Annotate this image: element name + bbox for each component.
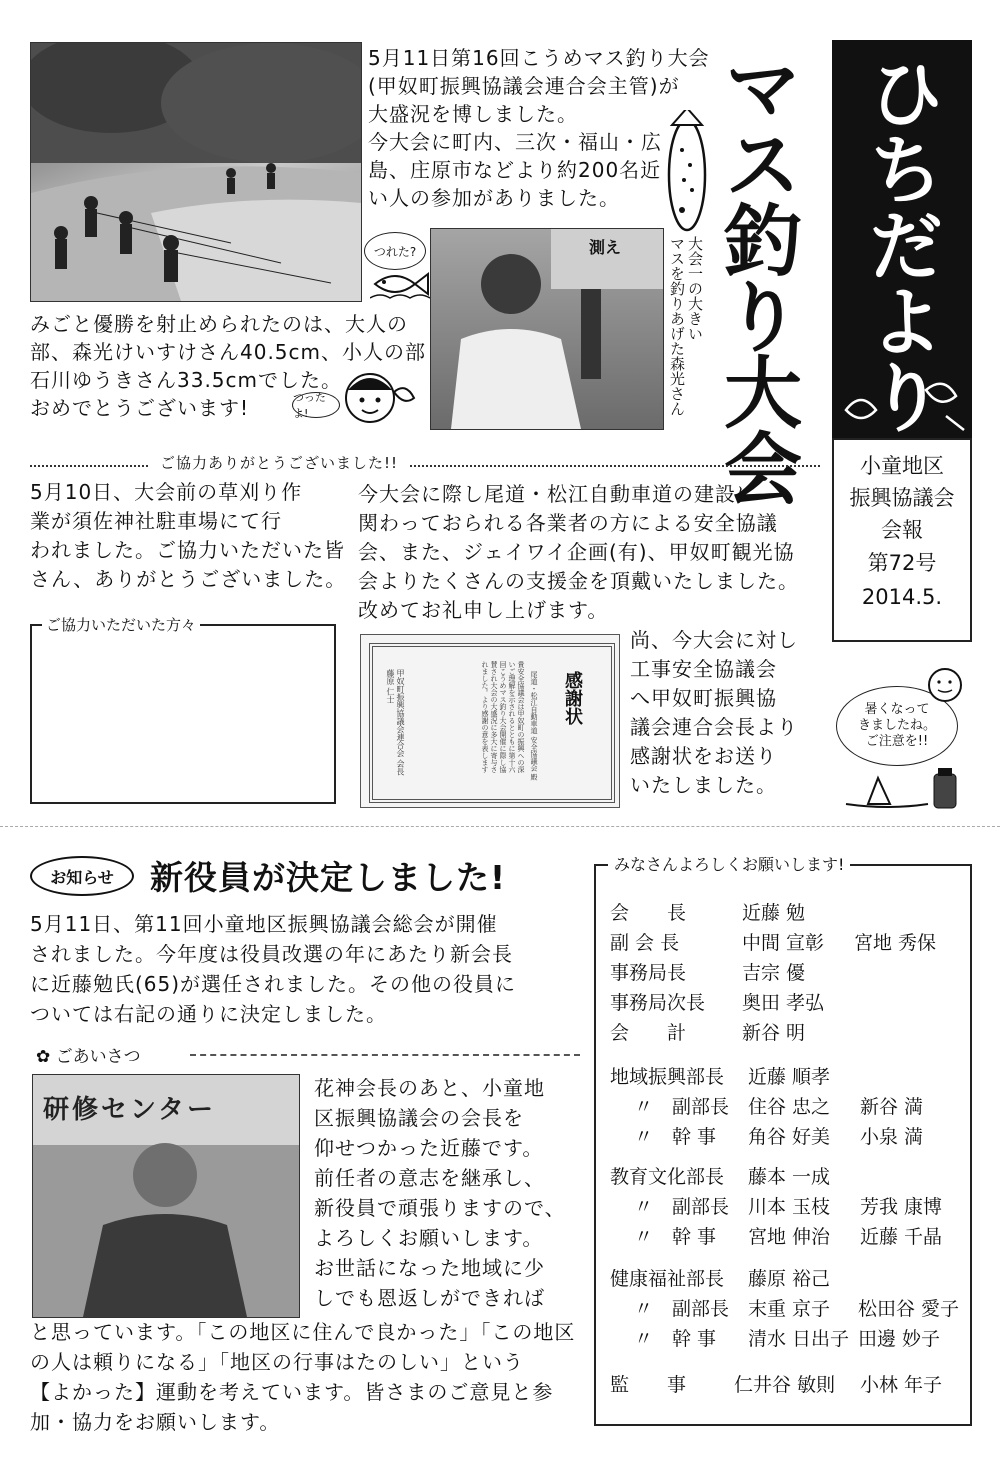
text-line: されました。今年度は役員改選の年にあたり新会長 — [30, 942, 513, 966]
certificate-title: 感謝状 — [562, 671, 583, 725]
contributors-box — [30, 624, 336, 804]
picnic-illustration — [838, 764, 968, 812]
certificate-addressee: 尾道・松江自動車道 安全協議会 殿 — [530, 671, 538, 781]
text-line: 島、庄原市などより約200名近 — [368, 158, 662, 182]
officer-name: 中間 宣彰 — [742, 932, 825, 954]
greeting-bottom-text — [30, 1320, 575, 1440]
officer-role: 〃 副部長 — [634, 1298, 730, 1320]
text-line: 花神会長のあと、小童地 — [314, 1076, 545, 1100]
masthead-issue: 第72号 — [867, 551, 937, 575]
text-line: さん、ありがとうございました。 — [30, 567, 347, 591]
small-fish-icon — [370, 268, 430, 300]
greeting-heading-text: ごあいさつ — [55, 1047, 141, 1067]
officer-name: 田邊 妙子 — [858, 1328, 941, 1350]
officer-name: 小泉 満 — [860, 1126, 924, 1148]
text-line: みごと優勝を射止められたのは、大人の — [30, 312, 408, 336]
flower-icon: ✿ — [36, 1047, 51, 1067]
officer-name: 奥田 孝弘 — [742, 992, 825, 1014]
text-line: 関わっておられる各業者の方による安全協議 — [358, 511, 778, 535]
officer-name: 藤本 一成 — [748, 1166, 831, 1188]
officers-box — [594, 864, 972, 1426]
text-line: 今大会に町内、三次・福山・広 — [368, 130, 662, 154]
text-line: 大盛況を博しました。 — [368, 102, 578, 126]
officer-role: 〃 副部長 — [634, 1196, 730, 1218]
text-line: 5月11日、第11回小童地区振興協議会総会が開催 — [30, 912, 498, 936]
officer-role: 会 長 — [610, 902, 687, 924]
masthead-title-block — [832, 40, 972, 438]
notice-tag-text: お知らせ — [50, 867, 114, 887]
text-line: (甲奴町振興協議会連合会主管)が — [368, 74, 680, 98]
fish-illustration — [652, 110, 722, 240]
text-line: い人の参加がありました。 — [368, 186, 620, 210]
text-line: よろしくお願いします。 — [314, 1226, 544, 1250]
fishing-big-title: マス釣り大会 — [711, 48, 802, 504]
text-line: 【よかった】運動を考えています。皆さまのご意見と参 — [30, 1380, 554, 1404]
thanks-heading: ご協力ありがとうございました!! — [150, 452, 408, 473]
text-line: 会よりたくさんの支援金を頂戴いたしました。 — [358, 569, 799, 593]
contributors-box-label: ご協力いただいた方々 — [42, 614, 200, 635]
officer-role: 地域振興部長 — [610, 1066, 725, 1088]
winner-photo-sign: 測え — [589, 238, 622, 257]
officer-role: 事務局長 — [610, 962, 687, 984]
thanks-divider — [30, 465, 820, 467]
officer-name: 近藤 勉 — [742, 902, 806, 924]
officer-role: 教育文化部長 — [610, 1166, 725, 1188]
certificate-body: 貴安全協議会は甲奴町の振興への深いご理解を示されるとともに第十六回こうめマス釣り大会開催に際し協賛され大会の大盛況に多大に寄与されました。より感謝の意を表します — [481, 661, 525, 773]
officer-name: 川本 玉枝 — [748, 1196, 831, 1218]
text-line: いたしました。 — [630, 773, 777, 797]
text-line: われました。ご協力いただいた皆 — [30, 538, 345, 562]
officer-name: 小林 年子 — [860, 1374, 943, 1396]
text-line: おめでとうございます! — [30, 396, 250, 420]
masthead-info-box — [832, 438, 972, 642]
text-line: に近藤勉氏(65)が選任されました。その他の役員に — [30, 972, 517, 996]
got-fish-bubble-text: つったよ! — [293, 391, 326, 420]
officer-role: 監 事 — [610, 1374, 687, 1396]
officer-role: 健康福祉部長 — [610, 1268, 725, 1290]
heat-warning-text: 暑くなって きましたね。 ご注意を!! — [857, 702, 936, 749]
fishing-photo-illustration — [31, 43, 361, 301]
fishing-event-photo — [30, 42, 362, 302]
text-line: お世話になった地域に少 — [314, 1256, 545, 1280]
text-line: 感謝状をお送り — [630, 744, 777, 768]
officer-role: 〃 幹 事 — [634, 1126, 717, 1148]
text-line: 改めてお礼申し上げます。 — [358, 598, 609, 622]
masthead-org-line1: 小童地区 — [860, 454, 944, 478]
text-line: 5月10日、大会前の草刈り作 — [30, 480, 303, 504]
president-photo-sign: 研修センター — [43, 1095, 216, 1125]
text-line: ついては右記の通りに決定しました。 — [30, 1002, 387, 1026]
section-divider — [0, 826, 1000, 827]
thanks-left-text — [30, 480, 346, 596]
kid-illustration — [338, 362, 418, 434]
officer-name: 仁井谷 敏則 — [734, 1374, 836, 1396]
text-line: 加・協力をお願いします。 — [30, 1410, 281, 1434]
officer-role: 会 計 — [610, 1022, 687, 1044]
text-line: 石川ゆうきさん33.5cmでした。 — [30, 368, 343, 392]
caught-bubble — [364, 232, 426, 270]
officer-name: 宮地 秀保 — [854, 932, 937, 954]
greeting-divider — [190, 1054, 580, 1056]
officer-name: 芳我 康博 — [860, 1196, 943, 1218]
masthead-date: 2014.5. — [861, 585, 943, 609]
text-line: 尚、今大会に対し — [630, 628, 798, 652]
text-line: 5月11日第16回こうめマス釣り大会 — [368, 46, 710, 70]
sun-face-icon — [920, 660, 970, 710]
officer-name: 清水 日出子 — [748, 1328, 850, 1350]
officer-role: 副 会 長 — [610, 932, 680, 954]
text-line: の人は頼りになる」「地区の行事はたのしい」という — [30, 1350, 524, 1374]
notice-tag — [30, 856, 134, 896]
text-line: 部、森光けいすけさん40.5cm、小人の部 — [30, 340, 427, 364]
officer-name: 末重 京子 — [748, 1298, 831, 1320]
text-line: 業が須佐神社駐車場にて行 — [30, 509, 282, 533]
certificate-note — [630, 628, 798, 802]
winner-photo-illustration — [431, 229, 663, 429]
masthead-org-line2: 振興協議会 — [849, 486, 955, 510]
masthead-title: ひちだより — [856, 54, 945, 434]
officer-role: 〃 副部長 — [634, 1096, 730, 1118]
got-fish-bubble — [292, 392, 340, 418]
certificate-sender: 甲奴町振興協議会連合会 会長 藤原 仁士 — [386, 669, 405, 776]
officer-name: 松田谷 愛子 — [858, 1298, 960, 1320]
text-line: と思っています。「この地区に住んで良かった」「この地区 — [30, 1320, 576, 1344]
officers-box-heading: みなさんよろしくお願いします! — [608, 852, 850, 875]
caught-bubble-text: つれた? — [373, 244, 417, 259]
text-line: 前任者の意志を継承し、 — [314, 1166, 545, 1190]
thanks-right-text — [358, 482, 799, 627]
officer-name: 藤原 裕己 — [748, 1268, 831, 1290]
officer-name: 新谷 満 — [860, 1096, 924, 1118]
greeting-heading — [36, 1042, 141, 1067]
officers-headline: 新役員が決定しました! — [150, 858, 507, 897]
officer-role: 事務局次長 — [610, 992, 706, 1014]
officer-name: 住谷 忠之 — [748, 1096, 831, 1118]
officer-role: 〃 幹 事 — [634, 1328, 717, 1350]
officer-name: 吉宗 優 — [742, 962, 806, 984]
text-line: 今大会に際し尾道・松江自動車道の建設に — [358, 482, 757, 506]
greeting-side-text — [314, 1076, 566, 1316]
text-line: 会、また、ジェイワイ企画(有)、甲奴町観光協 — [358, 540, 795, 564]
masthead-org-line3: 会報 — [881, 518, 923, 542]
text-line: 議会連合会長より — [630, 715, 798, 739]
text-line: 区振興協議会の会長を — [314, 1106, 524, 1130]
leaf-decoration-icon — [836, 370, 968, 434]
text-line: へ甲奴町振興協 — [630, 686, 777, 710]
officer-name: 新谷 明 — [742, 1022, 806, 1044]
text-line: 仰せつかった近藤です。 — [314, 1136, 544, 1160]
officer-name: 近藤 順孝 — [748, 1066, 831, 1088]
officer-name: 宮地 伸治 — [748, 1226, 831, 1248]
officers-news-body — [30, 912, 516, 1032]
president-photo — [32, 1074, 300, 1318]
text-line: 工事安全協議会 — [630, 657, 777, 681]
officer-name: 近藤 千晶 — [860, 1226, 943, 1248]
text-line: 新役員で頑張りますので、 — [314, 1196, 566, 1220]
officer-name: 角谷 好美 — [748, 1126, 831, 1148]
certificate-image — [360, 634, 620, 808]
text-line: しでも恩返しができれば — [314, 1286, 545, 1310]
winner-photo — [430, 228, 664, 430]
winner-photo-caption: 大会一の大きい マスを釣りあげた森光さん — [668, 236, 704, 416]
officer-role: 〃 幹 事 — [634, 1226, 717, 1248]
